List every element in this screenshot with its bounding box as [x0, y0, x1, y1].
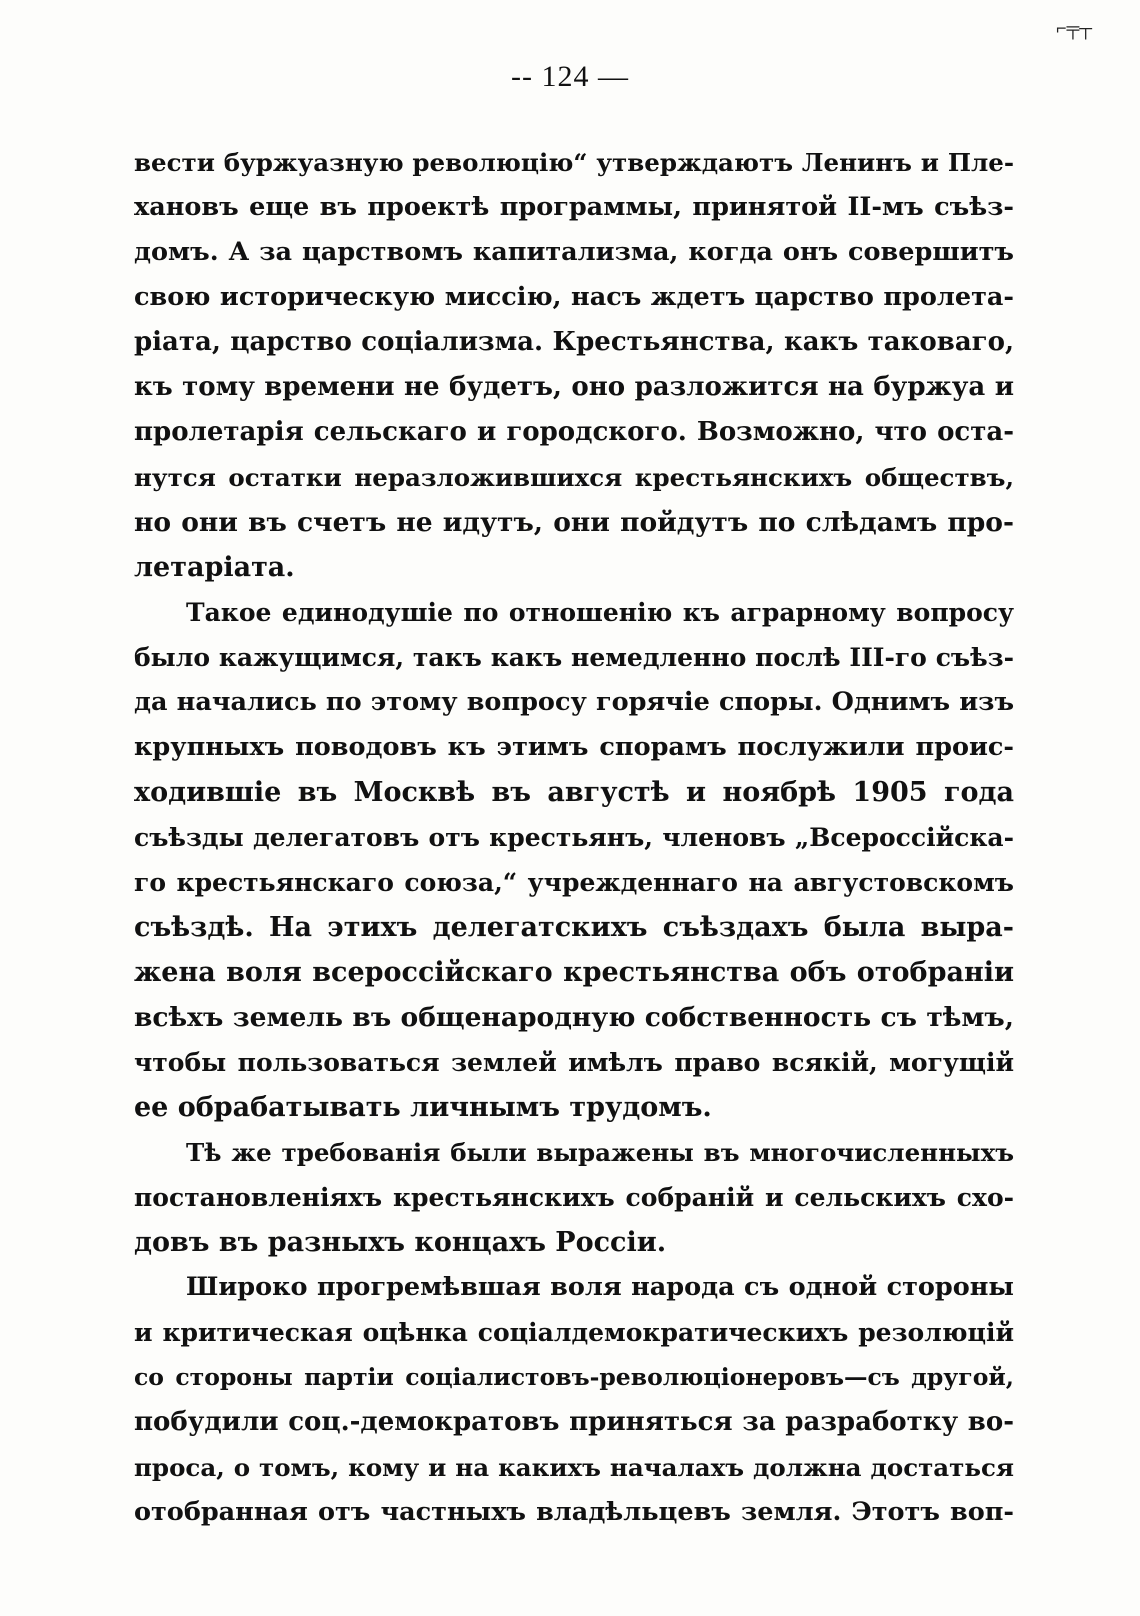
- text-line: съѣздѣ. На этихъ делегатскихъ съѣздахъ была выра-: [134, 912, 1014, 943]
- text-line: постановленіяхъ крестьянскихъ собраній и сельскихъ схо-: [134, 1183, 1014, 1212]
- paragraph-2: [134, 590, 1014, 1130]
- text-line: ее обрабатывать личнымъ трудомъ.: [134, 1092, 712, 1123]
- text-line: Тѣ же требованія были выражены въ многочисленныхъ: [186, 1138, 1014, 1167]
- paragraph-1: [134, 140, 1014, 590]
- text-line: чтобы пользоваться землей имѣлъ право всякій, могущій: [134, 1048, 1014, 1077]
- text-line: Такое единодушіе по отношенію къ аграрному вопросу: [186, 598, 1014, 627]
- paragraph-3: [134, 1130, 1014, 1265]
- text-line: и критическая оцѣнка соціалдемократическихъ резолюцій: [134, 1318, 1014, 1347]
- text-line: съѣзды делегатовъ отъ крестьянъ, членовъ „Всероссійска-: [134, 823, 1014, 852]
- text-line: летаріата.: [134, 552, 295, 583]
- text-line: да начались по этому вопросу горячіе споры. Однимъ изъ: [134, 687, 1014, 717]
- text-line: пролетарія сельскаго и городского. Возможно, что оста-: [134, 417, 1014, 447]
- text-line: проса, о томъ, кому и на какихъ началахъ должна достаться: [134, 1453, 1014, 1482]
- text-line: хановъ еще въ проектѣ программы, принятой II-мъ съѣз-: [134, 192, 1014, 222]
- corner-mark: ⌐╤┬: [1055, 18, 1092, 38]
- text-line: крупныхъ поводовъ къ этимъ спорамъ послужили проис-: [134, 732, 1014, 762]
- text-line: довъ въ разныхъ концахъ Россіи.: [134, 1227, 667, 1258]
- text-line: вести буржуазную революцію“ утверждаютъ Ленинъ и Пле-: [134, 148, 1014, 177]
- text-line: нутся остатки неразложившихся крестьянскихъ обществъ,: [134, 463, 1014, 492]
- text-line: ріата, царство соціализма. Крестьянства, какъ таковаго,: [134, 327, 1014, 357]
- text-line: домъ. А за царствомъ капитализма, когда онъ совершитъ: [134, 237, 1014, 267]
- text-line: го крестьянскаго союза,“ учрежденнаго на августовскомъ: [134, 868, 1014, 897]
- paragraph-4: [134, 1265, 1014, 1535]
- text-line: отобранная отъ частныхъ владѣльцевъ земля. Этотъ воп-: [134, 1497, 1014, 1527]
- text-line: свою историческую миссію, насъ ждетъ царство пролета-: [134, 282, 1014, 312]
- text-line: но они въ счетъ не идутъ, они пойдутъ по слѣдамъ про-: [134, 507, 1014, 538]
- text-line: всѣхъ земель въ общенародную собственность съ тѣмъ,: [134, 1002, 1014, 1033]
- text-line: со стороны партіи соціалистовъ-революціонеровъ—съ другой,: [134, 1363, 1014, 1391]
- text-line: побудили соц.-демократовъ приняться за разработку во-: [134, 1407, 1014, 1437]
- text-line: было кажущимся, такъ какъ немедленно послѣ III-го съѣз-: [134, 643, 1014, 672]
- text-line: ходившіе въ Москвѣ въ августѣ и ноябрѣ 1905 года: [134, 777, 1014, 808]
- page-number: -- 124 —: [511, 60, 629, 93]
- text-line: жена воля всероссійскаго крестьянства объ отобраніи: [134, 957, 1014, 988]
- text-line: Широко прогремѣвшая воля народа съ одной стороны: [186, 1272, 1014, 1302]
- text-line: къ тому времени не будетъ, оно разложится на буржуа и: [134, 372, 1014, 402]
- body-text: [134, 140, 1014, 1535]
